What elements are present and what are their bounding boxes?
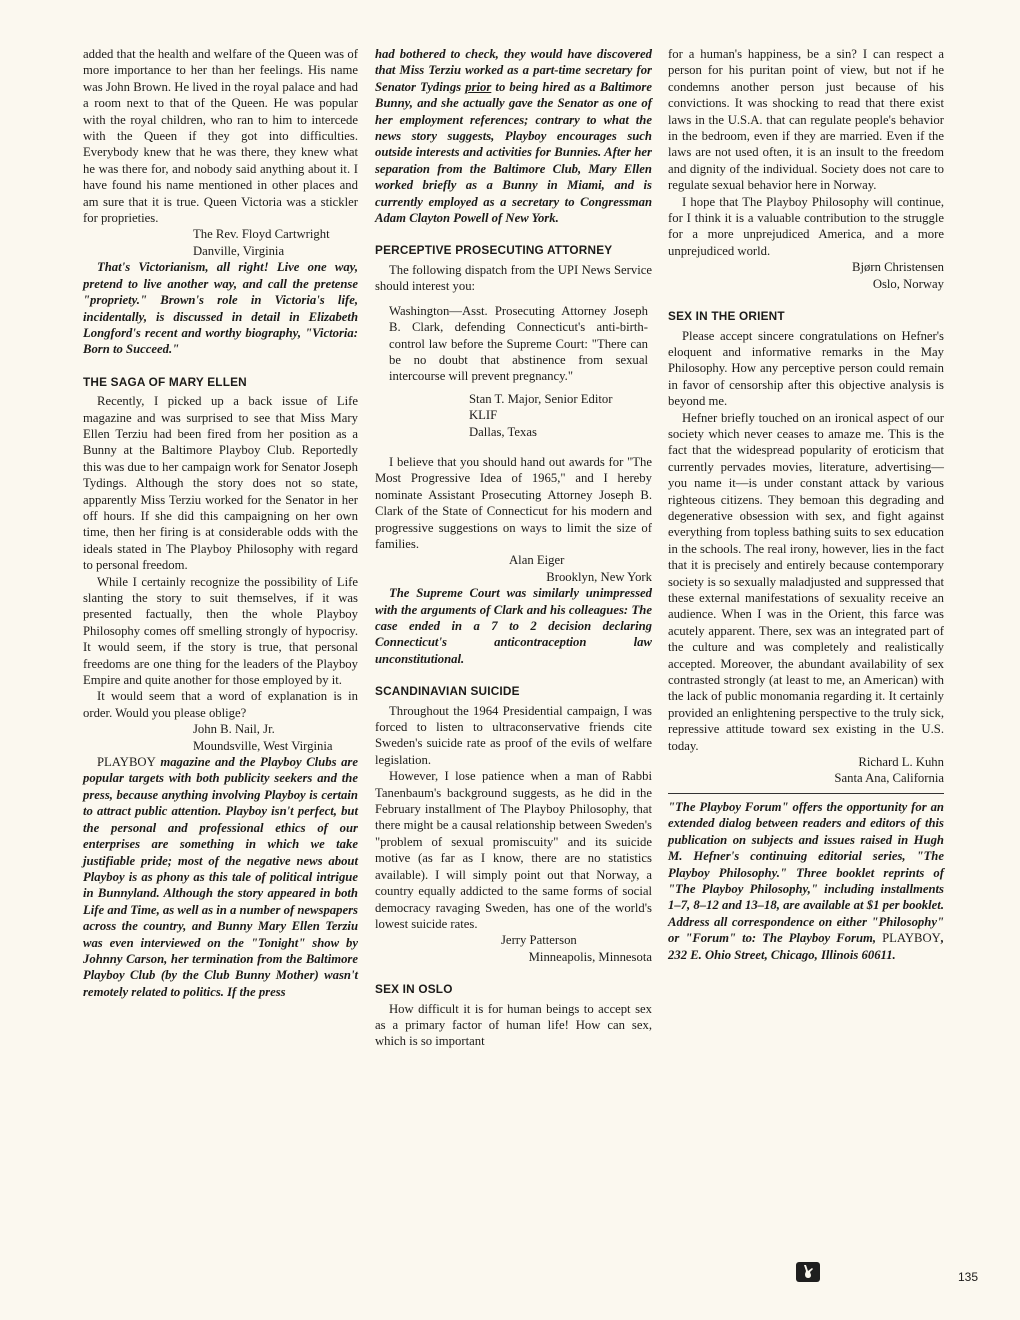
column-1 [83, 46, 358, 1000]
editor-reply-text: had bothered to check, they would have discovered that Miss Terziu worked as a part-time secretary for Senator Tydings [375, 47, 652, 94]
underlined-word: prior [465, 79, 492, 94]
signature-place: Moundsville, West Virginia [193, 738, 333, 753]
letter-paragraph: However, I lose patience when a man of Rabbi Tanenbaum's background suggests, as he did in the February installment of The Playboy Philosophy, that there might be a causal relationship between Sweden's "problem of sexual promiscuity" and its suicide motive (as far as I know, there are no statistics available). I will simply point out that Norway, a country equally addicted to the same forms of social democracy ravaging Sweden, has one of the world's lowest suicide rates. [375, 769, 652, 931]
signature-place: Santa Ana, California [834, 771, 944, 786]
signature-place: Brooklyn, New York [546, 569, 652, 584]
playboy-wordmark: PLAYBOY [97, 755, 156, 770]
forum-notice-text [668, 799, 944, 963]
section-heading-sex-in-the-orient: SEX IN THE ORIENT [668, 309, 785, 324]
section-heading-saga-of-mary-ellen: THE SAGA OF MARY ELLEN [83, 374, 247, 389]
letter-paragraph: added that the health and welfare of the Queen was of more importance to her than her feelings. His name was John Brown. He lived in the royal palace and had a room next to that of the Queen. He was popular with the royal children, who ran to him to intercede with the Queen if they got into difficulties. Everybody knew that he was there, they knew what he was there for, and nobody said anything about it. I have found his name mentioned in other places and am sure that it is true. Queen Victoria was a stickler for proprieties. [83, 47, 358, 226]
page-number: 135 [958, 1270, 979, 1284]
forum-notice [668, 793, 944, 963]
signature-name: Richard L. Kuhn [858, 755, 944, 770]
signature-org: KLIF [469, 408, 498, 423]
letter-paragraph: While I certainly recognize the possibility of Life slanting the story to suit themselves, if it was presented factually, then the whole Playboy Philosophy comes off smelling strongly of hypocrisy. It would seem, if the story is true, that personal freedoms are one thing for the leaders of the Playboy Empire and quite another for those employed by it. [83, 574, 358, 688]
section-heading-sex-in-oslo: SEX IN OSLO [375, 982, 453, 997]
playboy-wordmark: PLAYBOY [882, 931, 941, 946]
forum-notice-part: , 232 E. Ohio Street, Chicago, Illinois 60611. [668, 931, 944, 962]
editor-reply-text: to being hired as a Baltimore Bunny, and she actually gave the Senator as one of her employment references; contrary to what the news story suggests, Playboy encourages such outside interests and activities for Bunnies. After her separation from the Baltimore Club, Mary Ellen worked briefly as a Bunny in Miami, and is currently employed as a secretary to Congressman Adam Clayton Powell of New York. [375, 79, 652, 226]
letter-paragraph: The following dispatch from the UPI News Service should interest you: [375, 262, 652, 294]
letter-paragraph: How difficult it is for human beings to accept sex as a primary factor of human life! How can sex, which is so important [375, 1001, 652, 1049]
letter-paragraph: I believe that you should hand out awards for "The Most Progressive Idea of 1965," and I hereby nominate Assistant Prosecuting Attorney Joseph B. Clark of the State of Connecticut for his modern and progressive suggestions on ways to limit the size of families. [375, 454, 652, 551]
letter-paragraph: It would seem that a word of explanation is in order. Would you please oblige? [83, 689, 358, 720]
letter-paragraph: Throughout the 1964 Presidential campaign, I was forced to listen to ultraconservative friends cite Sweden's suicide rate as proof of the evils of welfare legislation. [375, 703, 652, 767]
editor-reply: The Supreme Court was similarly unimpressed with the arguments of Clark and his colleagues: The case ended in a 7 to 2 decision declaring Connecticut's anticontraception law unconstitutional. [375, 586, 652, 666]
column-2 [375, 46, 652, 1050]
editor-reply: That's Victorianism, all right! Live one way, pretend to live another way, and call the pretense "propriety." Brown's role in Victoria's life, incidentally, is discussed in detail in Elizabeth Longford's recent and worthy biography, "Victoria: Born to Succeed." [83, 260, 358, 357]
rabbit-head-icon [796, 1262, 820, 1282]
quoted-dispatch: Washington—Asst. Prosecuting Attorney Joseph B. Clark, defending Connecticut's anti-birth-control law before the Supreme Court: "There can be no doubt that abstinence from sexual intercourse will prevent pregnancy." [389, 303, 648, 384]
letter-paragraph: Please accept sincere congratulations on Hefner's eloquent and informative remarks in the May Philosophy. How any perceptive person could remain in favor of censorship after this objective analysis is beyond me. [668, 328, 944, 409]
editor-reply-text: magazine and the Playboy Clubs are popular targets with both publicity seekers and the press, because anything involving Playboy is certain to attract public attention. Playboy isn't perfect, but the personal and professional ethics of our enterprises are something in which we take justifiable pride; most of the negative news about Playboy is as phony as this tale of political intrigue in Bunnyland. Although the story appeared in both Life and Time, as well as in a number of newspapers across the country, and Bunny Mary Ellen Terziu was even interviewed on the "Tonight" show by Johnny Carson, her termination from the Baltimore Playboy Club (by the Club Bunny Mother) wasn't remotely related to politics. If the press [83, 755, 358, 999]
signature-place: Dallas, Texas [469, 424, 537, 439]
forum-notice-part: "The Playboy Forum" offers the opportunity for an extended dialog between readers and editors of this publication on subjects and issues raised in Hugh M. Hefner's continuing editorial series, "The Playboy Philosophy." Three booklet reprints of "The Playboy Philosophy," including installments 1–7, 8–12 and 13–18, are available at $1 per booklet. Address all correspondence on either "Philosophy" or "Forum" to: The Playboy Forum, [668, 799, 944, 946]
letter-paragraph: Hefner briefly touched on an ironical aspect of our society which never ceases to amaze me. This is the fact that the widespread popularity of eroticism that currently pervades movies, literature, advertising—you name it—is under constant attack by various righteous citizens. They bemoan this degrading and degenerative obsession with sex, and fight against everything from topless bathing suits to sex education in the schools. The real irony, however, lies in the fact that it is precisely and entirely because contemporary society is so sexually maladjusted and suppressed that these external manifestations of sexuality receive an audience. When I was in the Orient, this farce was acutely apparent. There, sex was an integrated part of the culture and was completely and realistically accepted. Moreover, the abundant availability of sex contrasted strongly (at least to me, an American) with the lack of public monomania regarding it. It certainly provided an enlightening perspective to the truly sick, repressive attitude toward sex existing in the U.S. today. [668, 410, 944, 753]
letter-paragraph: Recently, I picked up a back issue of Life magazine and was surprised to see that Miss Mary Ellen Terziu had been fired from her position as a Bunny at the Baltimore Playboy Club. Reportedly this was due to her campaign work for Senator Joseph Tydings. Although the story does not so state, apparently Miss Terziu worked for the Senator in her off hours. If she did this campaigning on her own time, then her firing is at considerable odds with the ideals stated in The Playboy Philosophy with regard to personal freedom. [83, 394, 358, 573]
signature-place: Danville, Virginia [193, 243, 285, 258]
signature-name: The Rev. Floyd Cartwright [193, 227, 330, 242]
signature-name: John B. Nail, Jr. [193, 722, 275, 737]
signature-name: Jerry Patterson [501, 933, 577, 948]
letter-paragraph: for a human's happiness, be a sin? I can respect a person for his puritan point of view, but not if he condemns another person just because of his convictions. It was shocking to read that there exist laws in the U.S.A. that can regulate people's behavior in the bedroom, even if they are married. Even if the laws are not used often, it is an insult to the freedom and dignity of the individual. Society does not care to regulate sexual behavior here in Norway. [668, 47, 944, 193]
signature-name: Stan T. Major, Senior Editor [469, 391, 613, 406]
letter-paragraph: I hope that The Playboy Philosophy will continue, for I think it is a valuable contribution to the struggle for a more unprejudiced America, and a more unprejudiced world. [668, 194, 944, 258]
editor-reply [83, 754, 358, 1000]
signature-place: Minneapolis, Minnesota [528, 949, 652, 964]
signature-place: Oslo, Norway [872, 276, 944, 291]
signature-name: Bjørn Christensen [852, 260, 944, 275]
column-3 [668, 46, 944, 963]
signature-name: Alan Eiger [509, 553, 565, 568]
section-heading-perceptive-prosecuting-attorney: PERCEPTIVE PROSECUTING ATTORNEY [375, 243, 613, 258]
editor-reply [375, 46, 652, 226]
section-heading-scandinavian-suicide: SCANDINAVIAN SUICIDE [375, 684, 520, 699]
